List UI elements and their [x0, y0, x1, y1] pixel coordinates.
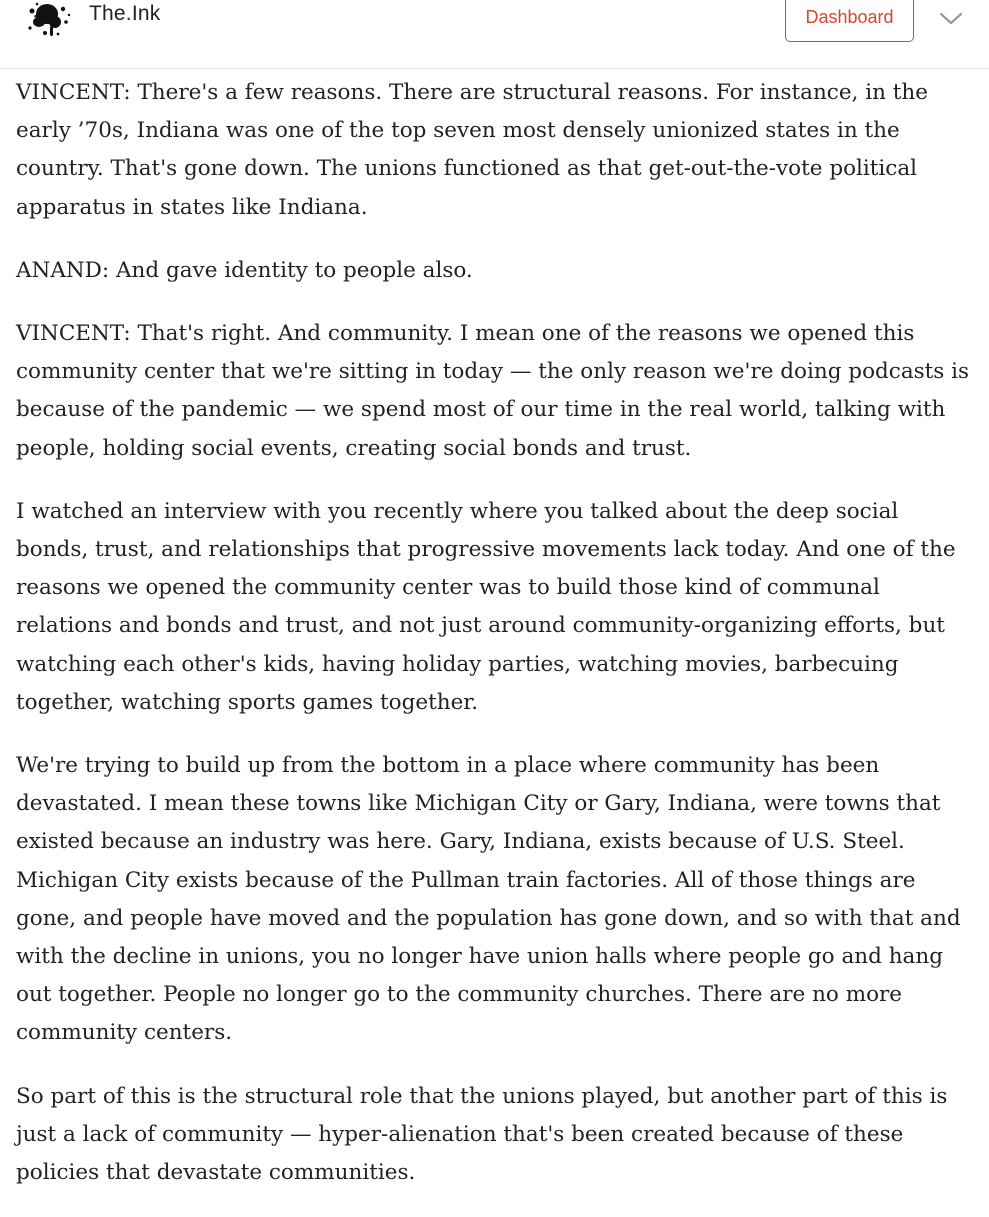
chevron-down-icon[interactable]: [938, 8, 964, 28]
paragraph: So part of this is the structural role that the unions played, but another part of this is just a lack of community — hyper-alienation that's been created because of these policies that devastate communities.: [16, 1083, 948, 1186]
top-bar: [0, 0, 989, 69]
dashboard-button[interactable]: Dashboard: [785, 0, 914, 42]
paragraph: I watched an interview with you recently where you talked about the deep social bonds, trust, and relationships that progressive movements lack today. And one of the reasons we opened the community center was to build those kind of communal relations and bonds and trust, and not just around community-organizing efforts, but watching each other's kids, having holiday parties, watching movies, barbecuing together, watching sports games together.: [16, 498, 956, 715]
ink-splat-icon[interactable]: [24, 0, 74, 40]
paragraph: VINCENT: That's right. And community. I mean one of the reasons we opened this community center that we're sitting in today — the only reason we're doing podcasts is because of the pandemic — we spend most of our time in the real world, talking with people, holding social events, creating social bonds and trust.: [16, 321, 970, 461]
article-body: [16, 74, 976, 1217]
paragraph: We're trying to build up from the bottom in a place where community has been devastated. I mean these towns like Michigan City or Gary, Indiana, were towns that existed because an industry was here. Gary, Indiana, exists because of U.S. Steel. Michigan City exists because of the Pullman train factories. All of those things are gone, and people have moved and the population has gone down, and so with that and with the decline in unions, you no longer have union halls where people go and hang out together. People no longer go to the community churches. There are no more community centers.: [16, 753, 961, 1046]
paragraph: ANAND: And gave identity to people also.: [16, 257, 473, 283]
paragraph: VINCENT: There's a few reasons. There are structural reasons. For instance, in the early ’70s, Indiana was one of the top seven most densely unionized states in the country. That's gone down. The unions functioned as that get-out-the-vote political apparatus in states like Indiana.: [16, 80, 928, 220]
site-name[interactable]: The.Ink: [89, 2, 161, 25]
